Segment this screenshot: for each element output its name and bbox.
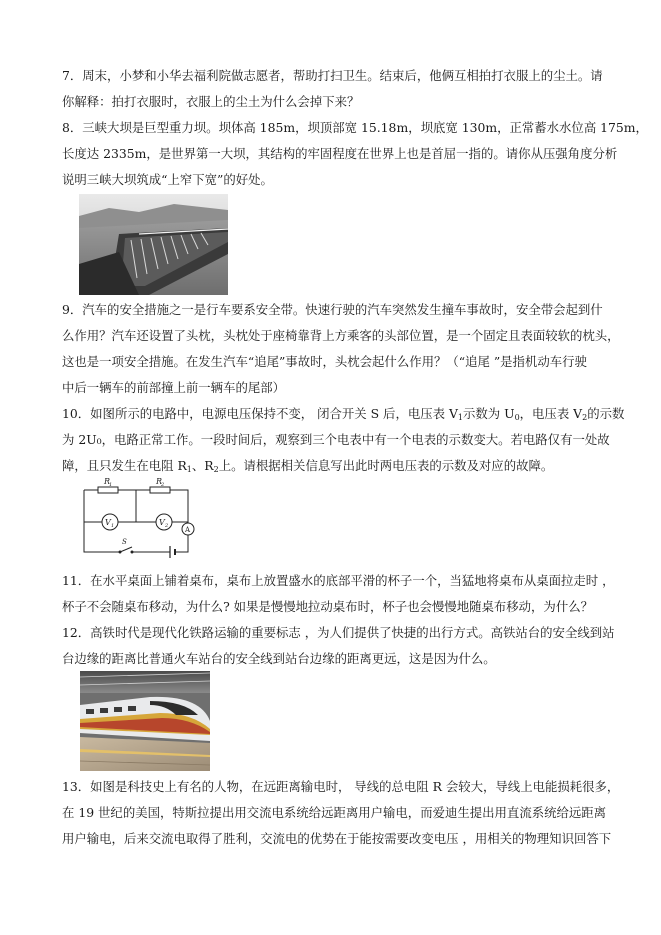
q8-line-3: 说明三峡大坝筑成“上窄下宽”的好处。 <box>62 172 273 187</box>
q12-line-1: 12．高铁时代是现代化铁路运输的重要标志 ，为人们提供了快捷的出行方式。高铁站台的安全线到站 <box>62 625 615 640</box>
switch-label: S <box>122 538 127 546</box>
q9-line-4: 中后一辆车的前部撞上前一辆车的尾部） <box>62 380 286 395</box>
v1-label-sub: 1 <box>111 523 115 529</box>
three-gorges-dam-photo <box>79 194 228 295</box>
r1-label-text: R <box>104 477 111 486</box>
r1-label-sub: 1 <box>109 482 113 488</box>
v1-label: V <box>105 518 111 527</box>
q10-line-2: 为 2U₀，电路正常工作。一段时间后，观察到三个电表中有一个电表的示数变大。若电路仅有一处故 <box>62 432 610 447</box>
ammeter-label: A <box>185 526 191 534</box>
q7-line-2: 你解释：拍打衣服时，衣服上的尘土为什么会掉下来？ <box>62 94 360 109</box>
r2-label-text: R <box>156 477 163 486</box>
r2-label-sub: 2 <box>161 482 165 488</box>
q9-line-2: 么作用？汽车还设置了头枕，头枕处于座椅靠背上方乘客的头部位置，是一个固定且表面较软的枕头， <box>62 328 620 343</box>
q7-line-1: 7．周末，小梦和小华去福利院做志愿者，帮助打扫卫生。结束后，他俩互相拍打衣服上的尘土。请 <box>62 68 603 83</box>
q8-line-1: 8．三峡大坝是巨型重力坝。坝体高 185m，坝顶部宽 15.18m，坝底宽 130m，正常蓄水水位高 175m， <box>62 120 648 135</box>
q10-line-1: 10．如图所示的电路中，电源电压保持不变， 闭合开关 S 后，电压表 $V_1$示数为 $U_0$，电压表 $V_2$的示数 <box>62 406 625 422</box>
q9-line-1: 9．汽车的安全措施之一是行车要系安全带。快速行驶的汽车突然发生撞车事故时，安全带会起到什 <box>62 302 603 317</box>
q11-line-2: 杯子不会随桌布移动，为什么? 如果是慢慢地拉动桌布时，杯子也会慢慢地随桌布移动，为什么？ <box>62 599 593 614</box>
v2-label: V <box>159 518 165 527</box>
q13-line-1: 13．如图是科技史上有名的人物，在远距离输电时， 导线的总电阻 R 会较大，导线上电能损耗很多， <box>62 779 620 794</box>
q11-line-1: 11．在水平桌面上铺着桌布，桌布上放置盛水的底部平滑的杯子一个，当猛地将桌布从桌面拉走时 ， <box>62 573 615 588</box>
q12-line-2: 台边缘的距离比普通火车站台的安全线到站台边缘的距离更远，这是因为什么。 <box>62 651 496 666</box>
q13-line-3: 用户输电，后来交流电取得了胜利，交流电的优势在于能按需要改变电压 ，用相关的物理知识回答下 <box>62 831 612 846</box>
q9-line-3: 这也是一项安全措施。在发生汽车“追尾”事故时，头枕会起什么作用？（“追尾 ”是指机动车行驶 <box>62 354 587 369</box>
circuit-diagram <box>76 477 204 558</box>
q8-line-2: 长度达 2335m，是世界第一大坝，其结构的牢固程度在世界上也是首屈一指的。请你从压强角度分析 <box>62 146 618 161</box>
high-speed-train-photo <box>80 671 210 771</box>
v2-label-sub: 2 <box>165 523 169 529</box>
q13-line-2: 在 19 世纪的美国，特斯拉提出用交流电系统给远距离用户输电，而爱迪生提出用直流系统给远距离 <box>62 805 607 820</box>
q10-line-3: 障，且只发生在电阻 $R_1$、$R_2$上。请根据相关信息写出此时两电压表的示数及对应的故障。 <box>62 458 554 474</box>
